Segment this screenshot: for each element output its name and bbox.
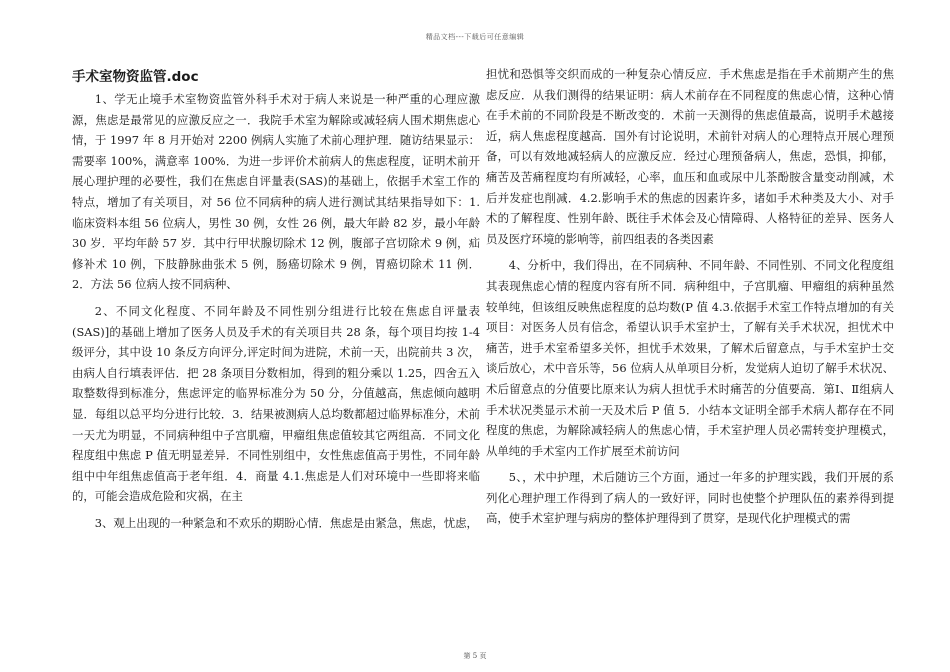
paragraph-2: 2、不同文化程度、不同年龄及不同性别分组进行比较在焦虑自评量表(SAS)]的基础上增加了医务人员及手术的有关项目共 28 条，每个项目均按 1-4 级评分，其中设 10 条反方向评分,评定时间为进院，术前一天，出院前共 3 次，由病人自行填表评估．把 28 条项目分数相加，得到的粗分乘以 1.25，四舍五入取整数得到标准分，焦虑评定的临界标准分为 50 分，分值越高，焦虑倾向越明显．每组以总平均分进行比较．3．结果被测病人总均数都超过临界标准分，术前一天尤为明显，不同病种组中子宫肌瘤，甲瘤组焦虑值较其它两组高．不同文化程度组中焦虑 P 值无明显差异．不同性别组中，女性焦虑值高于男性，不同年龄组中中年组焦虑值高于老年组．4．商量 4.1.焦虑是人们对环境中一些即将来临的，可能会造成危险和灾祸，在主 bbox=[72, 303, 480, 504]
right-text-column bbox=[486, 64, 894, 535]
paragraph-1: 1、学无止境手术室物资监管外科手术对于病人来说是一种严重的心理应激源，焦虑是最常见的应激反应之一．我院手术室为解除或减轻病人围术期焦虑心情，于 1997 年 8 月开始对 2200 例病人实施了术前心理护理．随访结果显示：需要率 100%，满意率 100%．为进一步评价术前病人的焦虑程度，证明术前开展心理护理的必要性，我们在焦虑自评量表(SAS)的基础上，依据手术室工作的特点，增加了有关项目，对 56 位不同病种的病人进行测试其结果指导如下：1.临床资料本组 56 位病人，男性 30 例，女性 26 例，最大年龄 82 岁，最小年龄 30 岁．平均年龄 57 岁．其中行甲状腺切除术 12 例，腹部子宫切除术 9 例，疝修补术 10 例，下肢静脉曲张术 5 例，肠癌切除术 9 例，胃癌切除术 11 例．2．方法 56 位病人按不同病种、 bbox=[72, 92, 480, 292]
document-title: 手术室物资监管.doc bbox=[72, 69, 199, 85]
paragraph-5: 5、，术中护理，术后随访三个方面，通过一年多的护理实践，我们开展的系列化心理护理工作得到了病人的一致好评，同时也使整个护理队伍的素养得到提高，使手术室护理与病房的整体护理得到了贯穿，是现代化护理模式的需 bbox=[486, 470, 894, 526]
paragraph-3-continued: 担忧和恐惧等交织而成的一种复杂心情反应．手术焦虑是指在手术前期产生的焦虑反应．从我们测得的结果证明：病人术前存在不同程度的焦虑心情，这种心情在手术前的不同阶段是不断改变的．术前一天测得的焦虑值最高，说明手术越接近，病人焦虑程度越高．国外有讨论说明，术前针对病人的心理特点开展心理预备，可以有效地减轻病人的应激反应．经过心理预备病人，焦虑，恐惧，抑郁，痛苦及苦痛程度均有所减轻，心率，血压和血或尿中儿茶酚胺含量变动削减，术后并发症也削减．4.2.影响手术的焦虑的因素许多，诸如手术种类及大小、对手术的了解程度、性别年龄、既往手术体会及心情障碍、人格特征的差异、医务人员及医疗环境的影响等，前四组表的各类因素 bbox=[486, 67, 894, 246]
page-header-note: 精品文档---下载后可任意编辑 bbox=[425, 33, 525, 41]
page-number: 第 5 页 bbox=[463, 652, 487, 660]
left-text-column bbox=[72, 67, 480, 539]
paragraph-3: 3、观上出现的一种紧急和不欢乐的期盼心情．焦虑是由紧急，焦虑，忧虑， bbox=[94, 515, 478, 530]
paragraph-4: 4、分析中，我们得出，在不同病种、不同年龄、不同性别、不同文化程度组其表现焦虑心情的程度内容有所不同．病种组中，子宫肌瘤、甲瘤组的病种虽然较单纯，但该组反映焦虑程度的总均数(P 值 4.3.依据手术室工作特点增加的有关项目：对医务人员有信念，希望认识手术室护士，了解有关手术状况，担忧术中痛苦，进手术室希望多关怀，担忧手术效果，了解术后留意点，与手术室护士交谈后放心，术中音乐等，56 位病人从单项目分析，发觉病人迫切了解手术状况、术后留意点的分值要比原来认为病人担忧手术时痛苦的分值要高．第Ⅰ、Ⅱ组病人手术状况类显示术前一天及术后 P 值 5．小结本文证明全部手术病人都存在不同程度的焦虑，为解除减轻病人的焦虑心情，手术室护理人员必需转变护理模式，从单纯的手术室内工作扩展至术前访问 bbox=[486, 258, 894, 458]
